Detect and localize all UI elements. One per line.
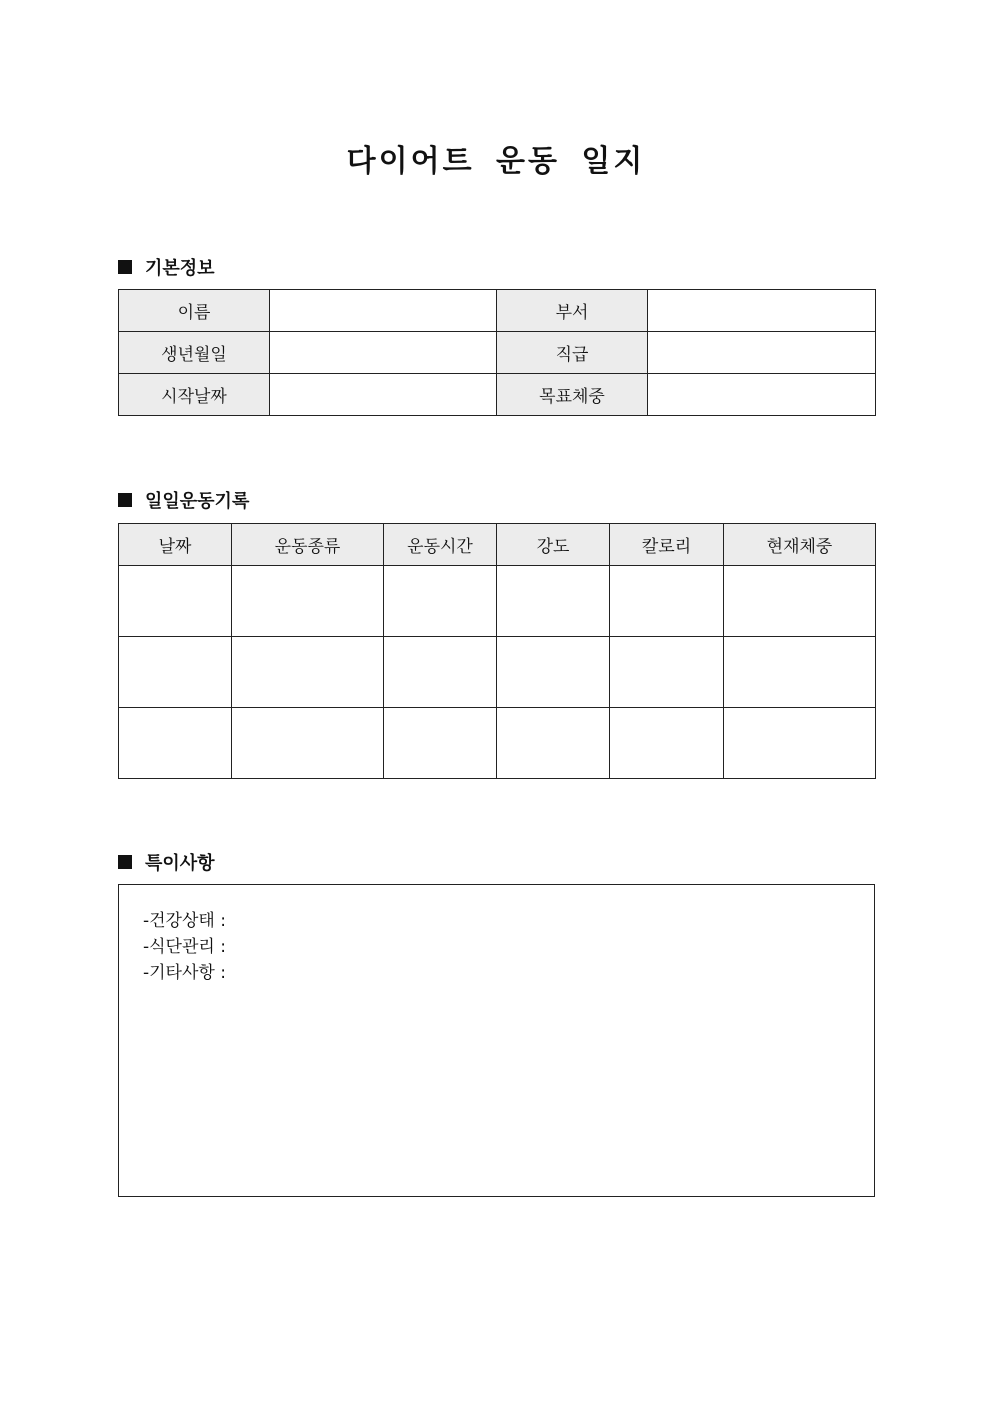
notes-box[interactable] [118,884,875,1197]
daily-log-header-row [119,524,876,566]
daily-log-heading-label: 일일운동기록 [145,491,250,512]
column-header-calories: 칼로리 [610,524,724,566]
basic-info-value-cell[interactable] [648,290,876,332]
basic-info-label: 직급 [497,332,648,374]
basic-info-heading-label: 기본정보 [145,258,215,279]
log-cell[interactable] [610,637,724,708]
basic-info-value-cell[interactable] [270,290,497,332]
basic-info-value-cell[interactable] [648,332,876,374]
basic-info-label: 이름 [119,290,270,332]
log-cell[interactable] [384,566,497,637]
log-cell[interactable] [610,708,724,779]
notes-heading [118,849,215,875]
notes-heading-label: 특이사항 [145,853,215,874]
daily-log-heading [118,487,249,513]
log-cell[interactable] [232,637,384,708]
basic-info-value-cell[interactable] [270,374,497,416]
log-cell[interactable] [119,566,232,637]
page-title: 다이어트 운동 일지 [346,144,646,179]
column-header-current-weight: 현재체중 [724,524,876,566]
log-cell[interactable] [610,566,724,637]
log-cell[interactable] [384,708,497,779]
square-bullet-icon [118,493,132,507]
basic-info-row [119,374,876,416]
notes-line-health: -건강상태 : [143,911,226,931]
log-cell[interactable] [232,566,384,637]
basic-info-label: 목표체중 [497,374,648,416]
basic-info-table [118,289,876,416]
log-cell[interactable] [497,637,610,708]
basic-info-label: 부서 [497,290,648,332]
table-row [119,708,876,779]
basic-info-label: 생년월일 [119,332,270,374]
basic-info-row [119,332,876,374]
column-header-exercise-type: 운동종류 [232,524,384,566]
table-row [119,637,876,708]
square-bullet-icon [118,855,132,869]
table-row [119,566,876,637]
basic-info-value-cell[interactable] [648,374,876,416]
log-cell[interactable] [724,566,876,637]
notes-line-other: -기타사항 : [143,963,226,983]
log-cell[interactable] [497,566,610,637]
square-bullet-icon [118,260,132,274]
basic-info-value-cell[interactable] [270,332,497,374]
column-header-date: 날짜 [119,524,232,566]
log-cell[interactable] [119,637,232,708]
basic-info-label: 시작날짜 [119,374,270,416]
log-cell[interactable] [497,708,610,779]
log-cell[interactable] [384,637,497,708]
basic-info-row [119,290,876,332]
log-cell[interactable] [119,708,232,779]
basic-info-heading [118,254,215,280]
daily-log-table [118,523,876,779]
column-header-exercise-time: 운동시간 [384,524,497,566]
log-cell[interactable] [232,708,384,779]
log-cell[interactable] [724,637,876,708]
column-header-intensity: 강도 [497,524,610,566]
log-cell[interactable] [724,708,876,779]
notes-line-diet: -식단관리 : [143,937,226,957]
